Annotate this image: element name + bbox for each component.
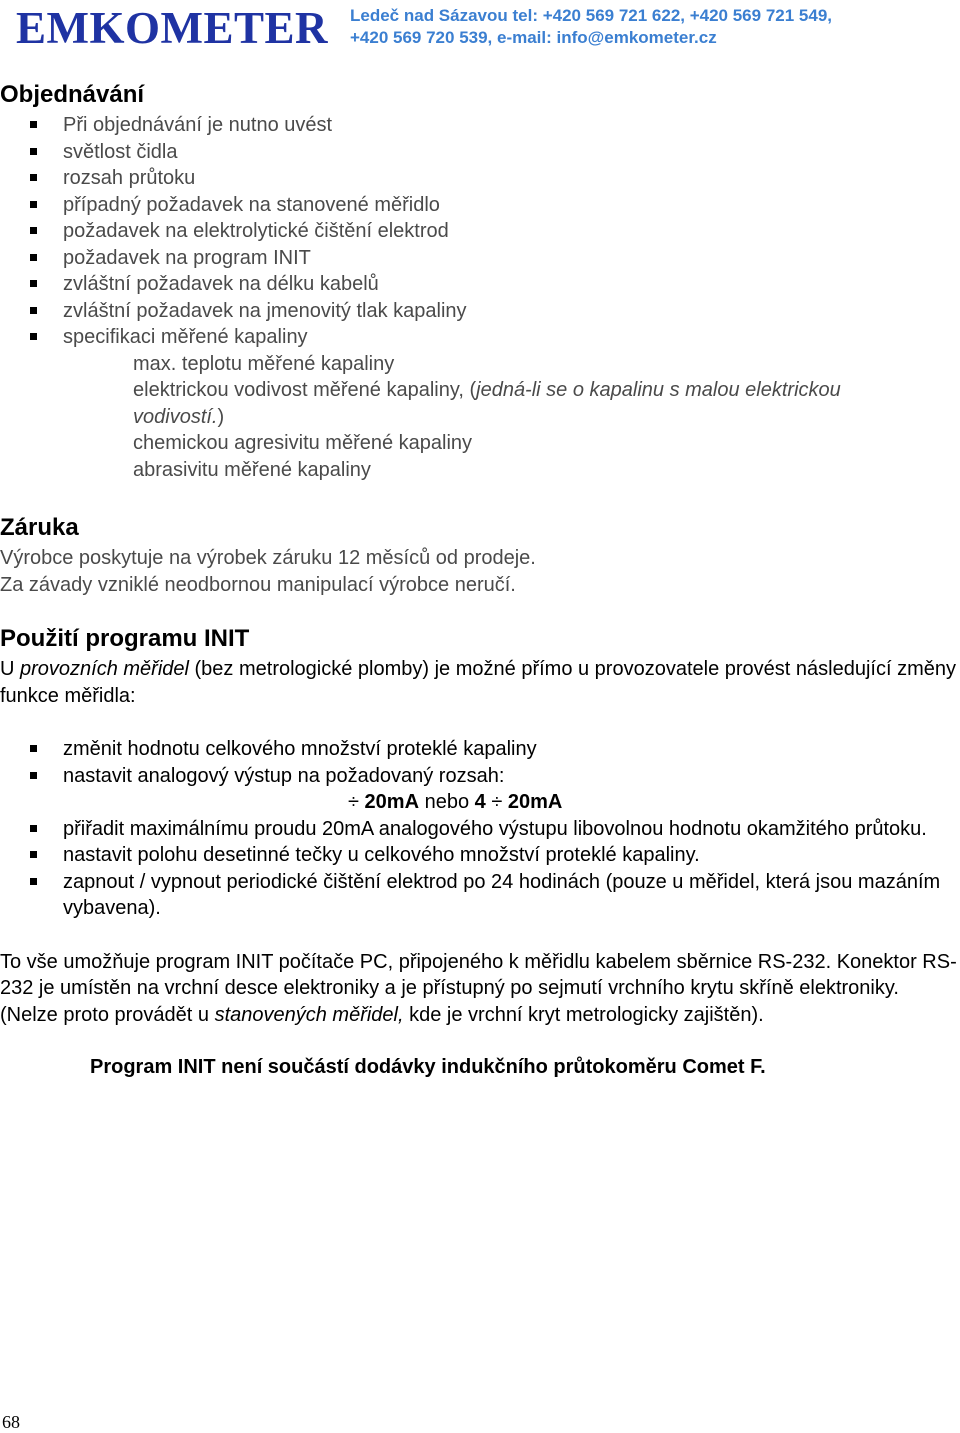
document-body bbox=[0, 78, 960, 1081]
sub-item-conductivity-cont bbox=[0, 404, 960, 431]
divide-symbol: ÷ bbox=[491, 791, 503, 813]
warranty-line-1: Výrobce poskytuje na výrobek záruku 12 měsíců od prodeje. bbox=[0, 547, 536, 569]
list-item: požadavek na program INIT bbox=[0, 245, 960, 272]
contact-line-2: +420 569 720 539, e-mail: info@emkometer.cz bbox=[350, 28, 717, 47]
list-item: nastavit analogový výstup na požadovaný rozsah: bbox=[0, 763, 960, 790]
warranty-section bbox=[0, 511, 960, 598]
init-note: Program INIT není součástí dodávky indukčního průtokoměru Comet F. bbox=[90, 1056, 766, 1078]
warranty-heading: Záruka bbox=[0, 514, 79, 541]
divide-symbol: ÷ bbox=[348, 791, 359, 813]
range-or: nebo bbox=[424, 791, 470, 813]
list-item: zvláštní požadavek na jmenovitý tlak kapaliny bbox=[0, 298, 960, 325]
sub-item-abrasivity: abrasivitu měřené kapaliny bbox=[133, 458, 371, 481]
ordering-list bbox=[0, 112, 960, 351]
list-item: Při objednávání je nutno uvést bbox=[0, 112, 960, 139]
intro-text-b: (bez metrologické plomby) je možné přímo u provozovatele provést následující změny funkce měřidla: bbox=[0, 658, 956, 707]
company-logo: EMKOMETER bbox=[16, 3, 329, 53]
list-item: specifikaci měřené kapaliny bbox=[0, 324, 960, 351]
list-item: změnit hodnotu celkového množství proteklé kapaliny bbox=[0, 736, 960, 763]
contact-line-1: Ledeč nad Sázavou tel: +420 569 721 622, +420 569 721 549, bbox=[350, 6, 832, 25]
list-item: rozsah průtoku bbox=[0, 165, 960, 192]
ordering-section bbox=[0, 78, 960, 483]
sub-item-aggressivity: chemickou agresivitu měřené kapaliny bbox=[133, 432, 473, 454]
list-item: přiřadit maximálnímu proudu 20mA analogového výstupu libovolnou hodnotu okamžitého průtoku. bbox=[0, 816, 960, 843]
ordering-heading: Objednávání bbox=[0, 81, 145, 108]
conductivity-note-end: vodivostí. bbox=[133, 405, 218, 428]
range-value-20ma: 20mA bbox=[364, 791, 420, 813]
contact-info bbox=[350, 5, 960, 49]
intro-text-a: U bbox=[0, 658, 20, 680]
range-value-20ma-b: 20mA bbox=[507, 791, 563, 813]
para-italic: stanovených měřidel, bbox=[214, 1003, 404, 1026]
init-section bbox=[0, 622, 960, 1081]
range-value-4: 4 bbox=[474, 791, 486, 813]
init-intro bbox=[0, 656, 960, 709]
output-range-formula bbox=[0, 789, 960, 816]
page-number: 68 bbox=[2, 1412, 20, 1432]
conductivity-text: elektrickou vodivost měřené kapaliny, ( bbox=[133, 379, 477, 401]
init-paragraph bbox=[0, 949, 960, 1029]
page-header bbox=[0, 0, 960, 62]
list-item: případný požadavek na stanovené měřidlo bbox=[0, 192, 960, 219]
sub-item-conductivity bbox=[0, 377, 960, 404]
conductivity-close: ) bbox=[217, 405, 225, 428]
para-text-a: To vše umožňuje program INIT počítače PC, připojeného k měřidlu kabelem sběrnice RS-232. Konektor RS-232 je umístěn na vrchní desce elektroniky a je přístupný po sejmutí vrchního krytu skříně elektroniky. (Nelze proto provádět u bbox=[0, 950, 957, 1026]
init-list bbox=[0, 736, 960, 789]
list-item: zapnout / vypnout periodické čištění elektrod po 24 hodinách (pouze u měřidel, která jsou mazáním vybavena). bbox=[0, 869, 960, 922]
list-item: požadavek na elektrolytické čištění elektrod bbox=[0, 218, 960, 245]
sub-item-max-temp: max. teplotu měřené kapaliny bbox=[133, 352, 395, 375]
init-heading: Použití programu INIT bbox=[0, 625, 250, 652]
list-item: nastavit polohu desetinné tečky u celkového množství proteklé kapaliny. bbox=[0, 842, 960, 869]
list-item: světlost čidla bbox=[0, 139, 960, 166]
init-list-cont bbox=[0, 816, 960, 922]
intro-italic: provozních měřidel bbox=[20, 658, 189, 680]
conductivity-note: jedná-li se o kapalinu s malou elektrickou bbox=[476, 379, 841, 401]
list-item: zvláštní požadavek na délku kabelů bbox=[0, 271, 960, 298]
warranty-line-2: Za závady vzniklé neodbornou manipulací výrobce neručí. bbox=[0, 573, 516, 596]
para-text-b: kde je vrchní kryt metrologicky zajištěn). bbox=[403, 1003, 764, 1026]
